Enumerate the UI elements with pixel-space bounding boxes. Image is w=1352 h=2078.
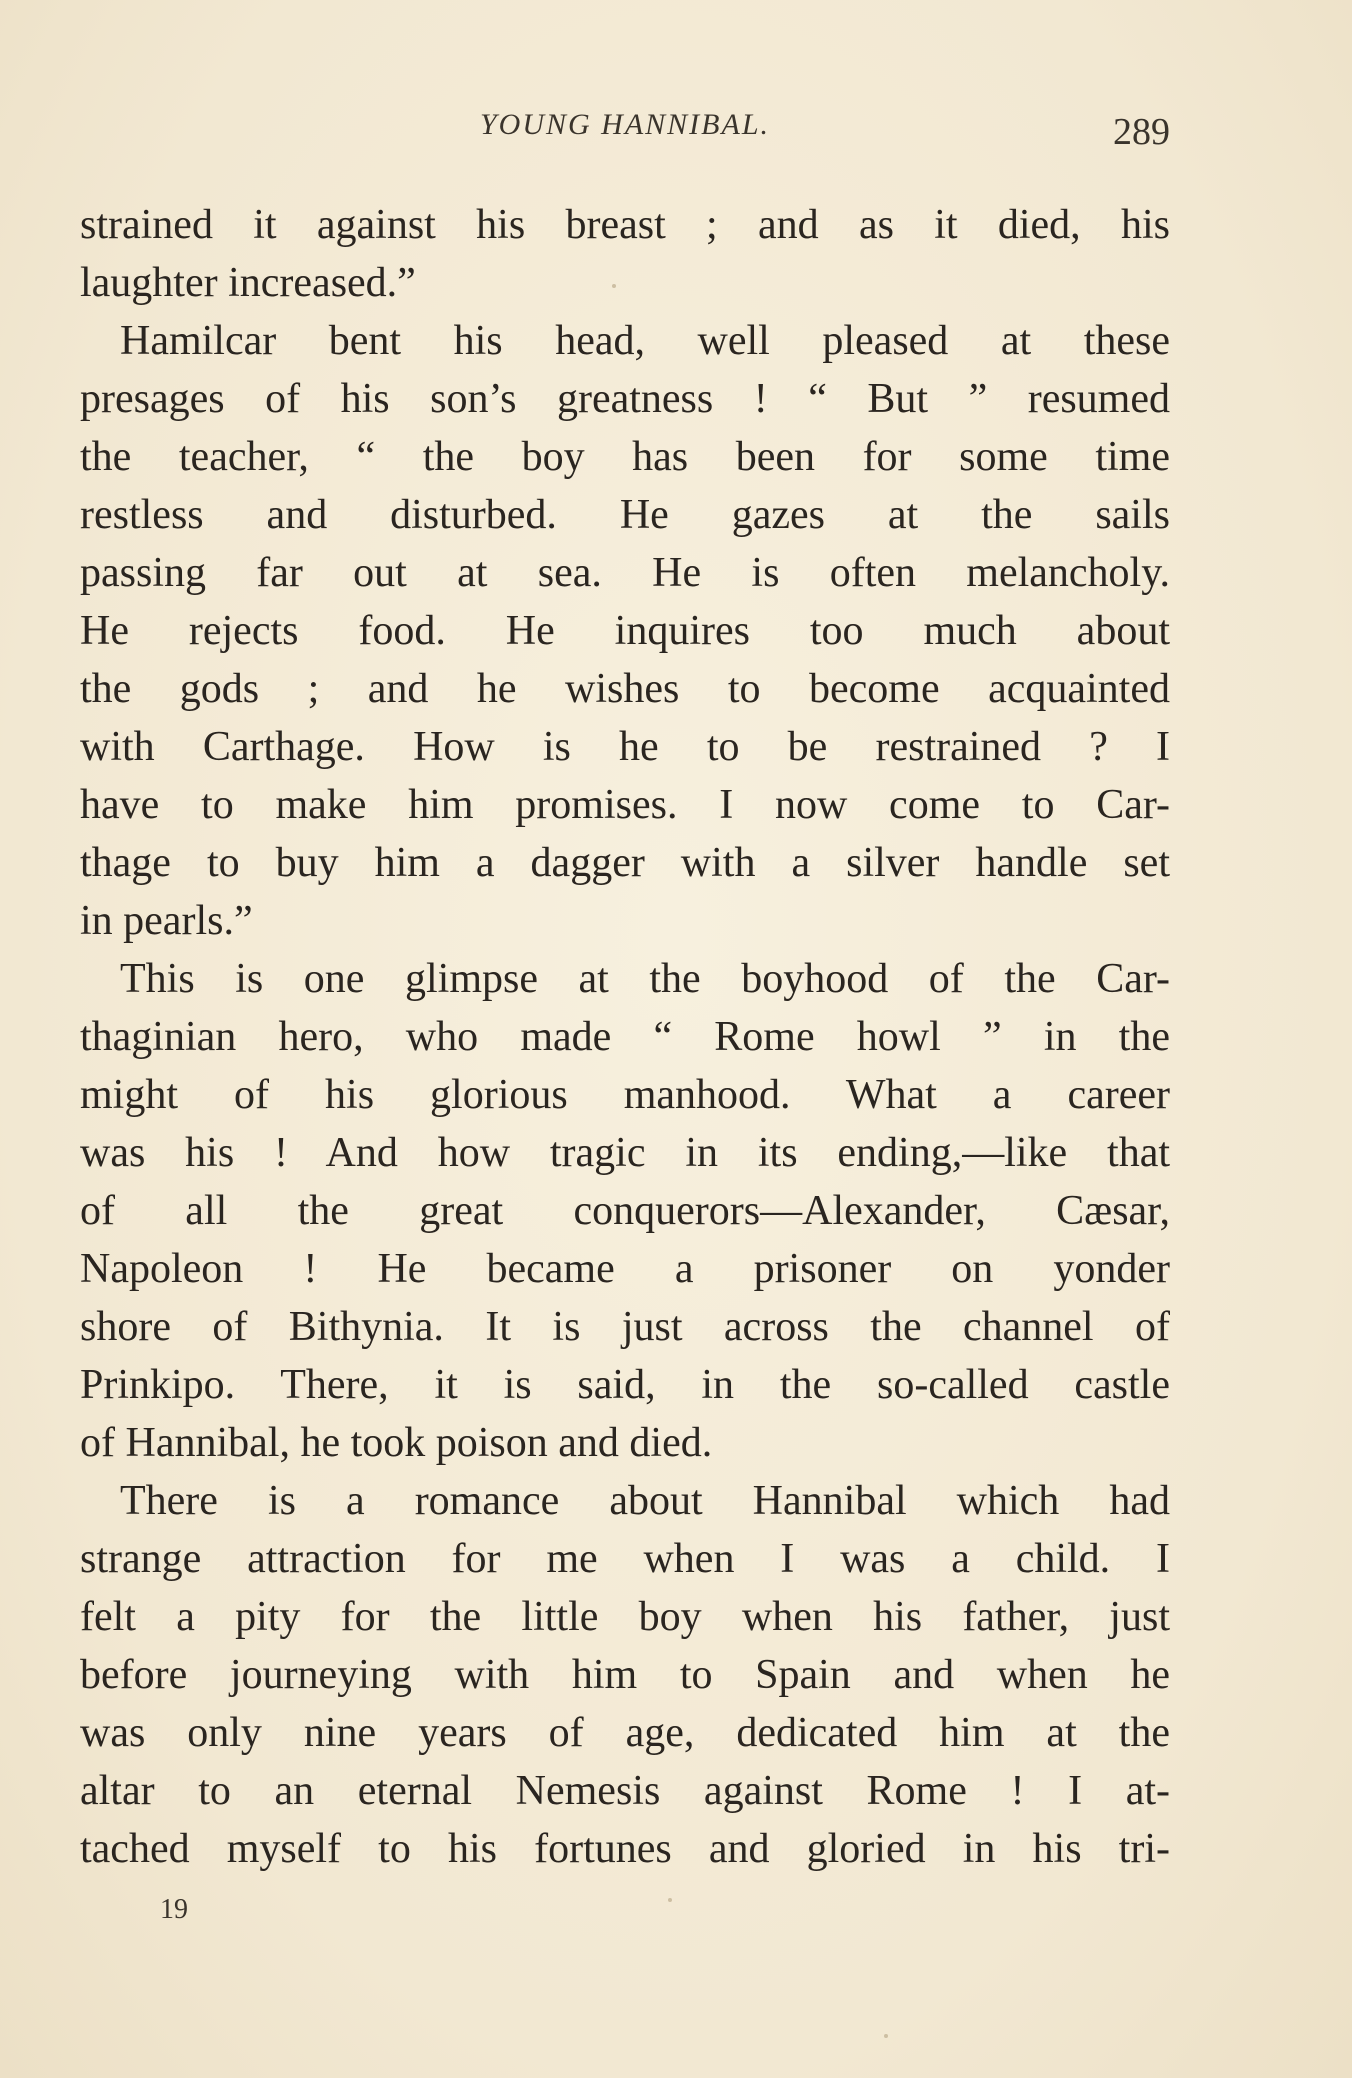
text-line: laughter increased.”	[80, 260, 416, 306]
text-line: with Carthage. How is he to be restrained ? I	[80, 724, 1170, 770]
text-line: Prinkipo. There, it is said, in the so-called castle	[80, 1362, 1170, 1408]
text-line: was only nine years of age, dedicated him at the	[80, 1710, 1170, 1756]
body-text	[80, 196, 1170, 1878]
text-line: might of his glorious manhood. What a career	[80, 1072, 1170, 1118]
running-title: YOUNG HANNIBAL.	[479, 108, 771, 141]
running-head	[80, 108, 1170, 158]
text-line: the teacher, “ the boy has been for some time	[80, 434, 1170, 480]
text-line: before journeying with him to Spain and when he	[80, 1652, 1170, 1698]
paper-speck	[612, 284, 616, 288]
text-line: There is a romance about Hannibal which had	[120, 1478, 1170, 1524]
text-line: of Hannibal, he took poison and died.	[80, 1420, 713, 1466]
text-line: Hamilcar bent his head, well pleased at these	[120, 318, 1170, 364]
text-line: was his ! And how tragic in its ending,—like that	[80, 1130, 1170, 1176]
text-line: Napoleon ! He became a prisoner on yonder	[80, 1246, 1170, 1292]
text-line: tached myself to his fortunes and gloried in his tri-	[80, 1826, 1170, 1872]
text-line: the gods ; and he wishes to become acquainted	[80, 666, 1170, 712]
signature-mark: 19	[160, 1894, 188, 1925]
paper-speck	[884, 2034, 888, 2038]
text-line: He rejects food. He inquires too much about	[80, 608, 1170, 654]
text-line: strange attraction for me when I was a child. I	[80, 1536, 1170, 1582]
text-line: in pearls.”	[80, 898, 253, 944]
text-line: This is one glimpse at the boyhood of the Car-	[120, 956, 1170, 1002]
text-line: strained it against his breast ; and as it died, his	[80, 202, 1170, 248]
text-line: restless and disturbed. He gazes at the sails	[80, 492, 1170, 538]
text-line: felt a pity for the little boy when his father, just	[80, 1594, 1170, 1640]
text-line: thage to buy him a dagger with a silver handle set	[80, 840, 1170, 886]
text-line: shore of Bithynia. It is just across the channel of	[80, 1304, 1170, 1350]
text-line: of all the great conquerors—Alexander, Cæsar,	[80, 1188, 1170, 1234]
text-line: presages of his son’s greatness ! “ But ” resumed	[80, 376, 1170, 422]
page-number: 289	[1113, 111, 1170, 153]
paper-speck	[668, 1898, 672, 1902]
text-line: altar to an eternal Nemesis against Rome ! I at-	[80, 1768, 1170, 1814]
text-line: thaginian hero, who made “ Rome howl ” in the	[80, 1014, 1170, 1060]
text-line: have to make him promises. I now come to Car-	[80, 782, 1170, 828]
text-line: passing far out at sea. He is often melancholy.	[80, 550, 1170, 596]
